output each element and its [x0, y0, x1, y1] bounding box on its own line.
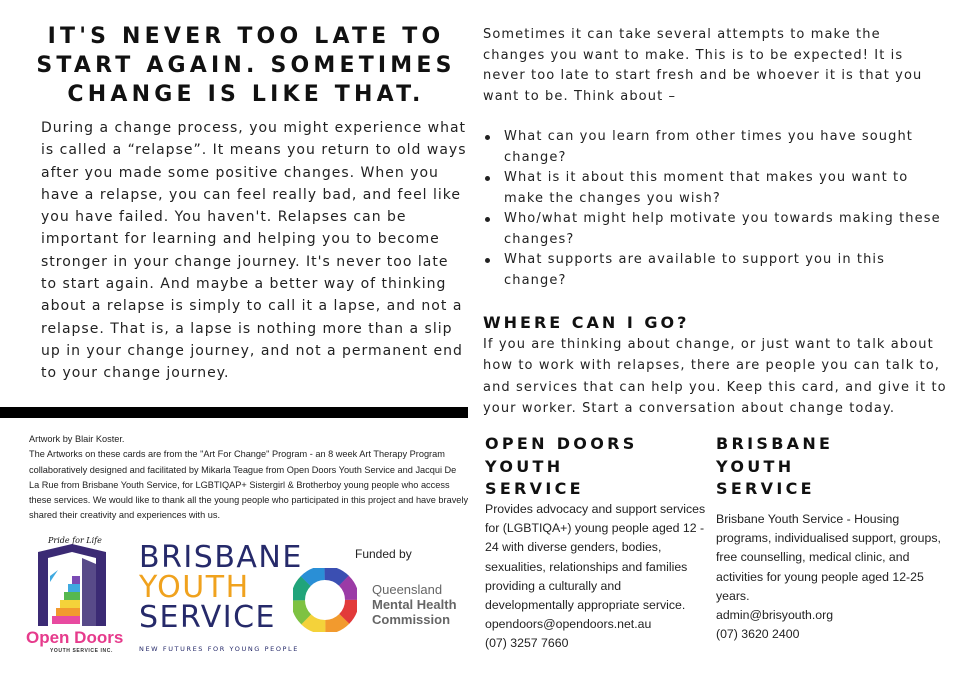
think-about-list: [483, 127, 945, 291]
relapse-paragraph: During a change process, you might experience what is called a “relapse”. It means you return to old ways after you made some positive changes. When you have a relapse, you can feel really bad, and feel like you have failed. You haven't. Relapses can be important for learning and helping you to become stronger in your change journey. It's never too late to start again. And maybe a better way of thinking about a relapse is simply to call it a lapse, and not a relapse. That is, a lapse is nothing more than a slip up in your change journey, and not a permanent end to your change journey.: [41, 120, 467, 382]
qld-mental-health-emblem-icon: [293, 568, 357, 632]
open-doors-info: [485, 500, 707, 654]
brisbane-youth-email[interactable]: admin@brisyouth.org: [716, 608, 834, 623]
list-item: What is it about this moment that makes you want to make the changes you wish?: [483, 168, 945, 209]
list-item: What can you learn from other times you have sought change?: [483, 127, 945, 168]
brisbane-youth-info: [716, 510, 941, 644]
credits-block: [29, 432, 469, 524]
brisbane-youth-tagline: NEW FUTURES FOR YOUNG PEOPLE: [139, 645, 299, 653]
brisbane-youth-heading: BRISBANE YOUTH SERVICE: [716, 434, 834, 498]
list-item: Who/what might help motivate you towards making these changes?: [483, 209, 945, 250]
open-doors-description: Provides advocacy and support services for (LGBTIQA+) young people aged 12 - 24 with diverse genders, bodies, sexualities, relationships and families providing a culturally and developmentally appropriate service.: [485, 502, 706, 613]
list-item: What supports are available to support you in this change?: [483, 250, 945, 291]
program-credit: The Artworks on these cards are from the "Art For Change" Program - an 8 week Art Therapy Program collaboratively designed and facilitated by Mikarla Teague from Open Doors Youth Service and Jacqui De La Rue from Brisbane Youth Service, for LGBTIQAP+ Sistergirl & Brotherboy young people who access these services. We would like to thank all the young people who participated in this project and have bravely shared their creativity and experiences with us.: [29, 449, 469, 521]
open-doors-phone[interactable]: (07) 3257 7660: [485, 636, 569, 651]
brisbane-youth-phone[interactable]: (07) 3620 2400: [716, 627, 800, 642]
where-can-i-go-heading: WHERE CAN I GO?: [483, 313, 690, 332]
open-doors-logo-subtext: YOUTH SERVICE INC.: [50, 648, 113, 654]
open-doors-logo-icon: [30, 542, 114, 628]
funded-by-label: Funded by: [355, 547, 412, 561]
qld-mental-health-commission-text: Queensland Mental Health Commission: [372, 582, 457, 627]
where-can-i-go-paragraph: If you are thinking about change, or just want to talk about how to work with relapses, there are people you can talk to, and services that can help you. Keep this card, and give it to your worker. Start a conversation about change today.: [483, 337, 947, 416]
pride-for-life-text: Pride for Life: [48, 536, 102, 545]
intro-paragraph: Sometimes it can take several attempts to make the changes you want to make. This is to be expected! It is never too late to start fresh and be whoever it is that you want to be. Think about –: [483, 27, 923, 104]
open-doors-email[interactable]: opendoors@opendoors.net.au: [485, 617, 652, 632]
brisbane-youth-description: Brisbane Youth Service - Housing programs, individualised support, groups, free counselling, medical clinic, and activities for young people aged 12-25 years.: [716, 512, 941, 603]
open-doors-heading: OPEN DOORS YOUTH SERVICE: [485, 434, 638, 498]
headline: IT'S NEVER TOO LATE TO START AGAIN. SOMETIMES CHANGE IS LIKE THAT.: [36, 24, 456, 107]
brisbane-youth-logo: BRISBANE YOUTH SERVICE: [139, 540, 303, 635]
open-doors-logo-text: Open Doors: [26, 628, 124, 647]
artwork-credit: Artwork by Blair Koster.: [29, 434, 125, 444]
section-divider: [0, 407, 468, 418]
